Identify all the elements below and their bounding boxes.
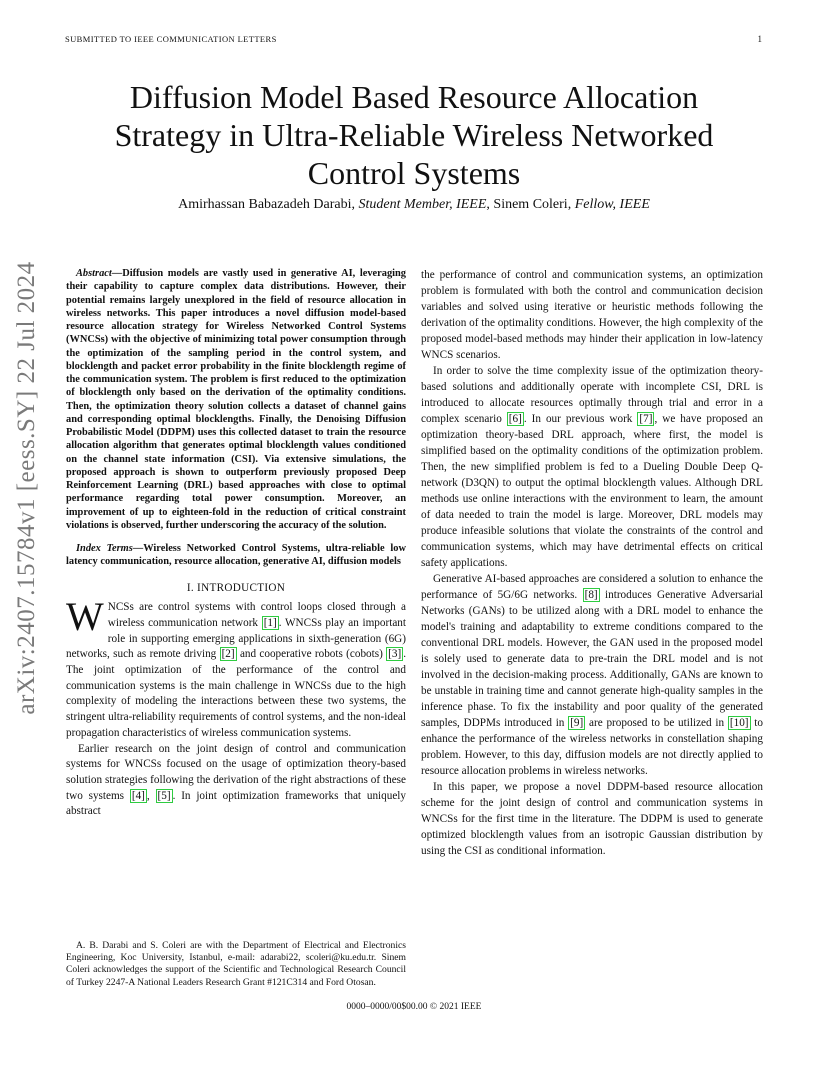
text-run: are proposed to be utilized in: [585, 717, 728, 729]
author-1: Amirhassan Babazadeh Darabi,: [178, 197, 359, 212]
text-run: . WNCSs play an important role in supporting emerging applications in sixth-generation (6G) networks, such as remote driving: [66, 616, 406, 661]
arxiv-stamp: [7, 261, 47, 715]
text-run: Earlier research on the joint design of control and communication systems for WNCSs focused on the usage of optimization theory-based solution strategies following the derivation of the right abstractions of these two systems: [66, 742, 406, 802]
text-run: introduces Generative Adversarial Networks (GANs) to be utilized along with a DRL model to enhance the model's training and adaptability to extreme conditions compared to the conventional DRL models. However, the GAN used in the proposed model is solely used to generate data to pre-train the DRL model and is not involved in the decision-making process. Additionally, GANs are known to be unstable in training time and cannot generate high-quality samples in the inference phase. To fix the instability and poor quality of the generated samples, DDPMs introduced in: [421, 589, 763, 729]
text-run: to enhance the performance of the wireless networks in constellation shaping problem. However, to this day, diffusion models are not directly applied to resource allocation problems in wireless networks.: [421, 717, 763, 777]
author-line: [80, 197, 748, 213]
copyright-line: 0000–0000/00$00.00 © 2021 IEEE: [346, 1002, 482, 1012]
right-paragraph-4: In this paper, we propose a novel DDPM-based resource allocation scheme for the joint design of control and communication systems in WNCSs for the first time in the literature. The DDPM is used to generate optimized blocklength values from an isotropic Gaussian distribution by using the CSI as conditional information.: [421, 781, 763, 857]
title-line: Diffusion Model Based Resource Allocation: [129, 79, 699, 115]
drop-cap: W: [66, 594, 104, 640]
citation-link[interactable]: [8]: [584, 589, 598, 601]
index-terms-label: Index Terms: [76, 543, 133, 554]
author-2: , Sinem Coleri,: [486, 197, 575, 212]
title-line: Control Systems: [307, 155, 521, 191]
citation-link[interactable]: [9]: [570, 717, 584, 729]
footnote: [66, 940, 406, 989]
author-1-role: Student Member, IEEE: [358, 197, 487, 212]
citation-link[interactable]: [1]: [263, 616, 277, 629]
right-paragraph-2: [421, 363, 763, 571]
right-paragraph-3: [421, 571, 763, 779]
intro-paragraph-1: [66, 594, 406, 741]
paper-title: [80, 78, 748, 192]
page-number: 1: [757, 34, 762, 44]
author-2-role: Fellow, IEEE: [574, 197, 650, 212]
section-title: NTRODUCTION: [201, 581, 286, 594]
left-column: [66, 267, 406, 820]
text-run: and cooperative robots (cobots): [236, 648, 387, 661]
title-line: Strategy in Ultra-Reliable Wireless Networked: [114, 117, 714, 153]
text-run: In order to solve the time complexity issue of the optimization theory-based solutions and additionally operate with incomplete CSI, DRL is introduced to allocate resources optimally through trial and error in a complex scenario: [421, 365, 763, 425]
text-run: . In joint optimization frameworks that uniquely abstract: [66, 789, 407, 818]
section-initial: I: [197, 581, 202, 594]
running-head: SUBMITTED TO IEEE COMMUNICATION LETTERS: [65, 34, 277, 44]
section-number: I.: [186, 581, 198, 594]
text-run: , we have proposed an optimization theory-based DRL approach, where first, the model is simplified based on the optimality conditions of the optimization problem. Then, the new simplified problem is fed to a Dueling Double Deep Q-network (D3QN) to output the optimal blocklength values. Although DRL methods use online interactions with the environment to learn, the amount of data needed to train the model is large. Moreover, DRL models may produce infeasible solutions that violate the constraints of the control and communication systems, which may have detrimental effects on critical safety applications.: [421, 413, 763, 569]
arxiv-id[interactable]: arXiv:2407.15784v1 [eess.SY] 22 Jul 2024: [13, 261, 40, 715]
text-run: . In our previous work: [523, 413, 638, 425]
text-run: Generative AI-based approaches are considered a solution to enhance the performance of 5G/6G networks.: [421, 573, 763, 601]
text-run: . The joint optimization of the performance of the control and communication systems is the main challenge in WNCSs due to the high complexity of modeling the interactions between these two systems, the stringent ultra-reliability requirements of control systems, and the non-ideal propagation characteristics of wireless communication systems.: [66, 648, 406, 739]
citation-link[interactable]: [6]: [508, 413, 522, 425]
citation-link[interactable]: [4]: [131, 789, 145, 802]
abstract-label: Abstract: [76, 268, 112, 279]
footnote-text: A. B. Darabi and S. Coleri are with the Department of Electrical and Electronics Engineering, Koc University, Istanbul, e-mail: adarabi22, scoleri@ku.edu.tr. Sinem Coleri acknowledges the support of the Scientific and Technological Research Council of Turkey 2247-A National Leaders Research Grant #121C314 and Ford Otosan.: [66, 940, 406, 988]
citation-link[interactable]: [3]: [388, 648, 402, 661]
citation-link[interactable]: [2]: [221, 648, 235, 661]
intro-paragraph-2: [66, 742, 406, 821]
citation-link[interactable]: [10]: [729, 717, 749, 729]
citation-link[interactable]: [5]: [157, 789, 171, 802]
index-terms-text: —Wireless Networked Control Systems, ultra-reliable low latency communication, resource allocation, generative AI, diffusion models: [66, 543, 406, 568]
index-terms: [66, 542, 406, 569]
citation-link[interactable]: [7]: [639, 413, 653, 425]
right-paragraph-1: the performance of control and communication systems, an optimization problem is formulated with both the control and communication decision variables and solved using iterative or heuristic methods following the derivation of the optimality conditions. However, the high complexity of the proposed model-based methods may hinder their application in low-latency WNCS scenarios.: [421, 269, 763, 361]
text-run: NCSs are control systems with control loops closed through a wireless communication network: [107, 601, 406, 629]
section-heading: [66, 581, 406, 597]
right-column: [421, 267, 763, 859]
text-run: ,: [146, 789, 156, 802]
abstract: [66, 267, 406, 532]
abstract-text: —Diffusion models are vastly used in generative AI, leveraging their capability to capture complex data distributions. However, their potential remains largely unexplored in the field of resource allocation in wireless networks. This paper introduces a novel diffusion model-based resource allocation strategy for Wireless Networked Control Systems (WNCSs) with the objective of minimizing total power consumption through the optimization of the sampling period in the control system, and blocklength and packet error probability in the finite blocklength regime of the communication system. The problem is first reduced to the optimization of blocklength only based on the derivation of the optimality conditions. Then, the optimization theory solution collects a dataset of channel gains and corresponding optimal blocklengths. Finally, the Denoising Diffusion Probabilistic Model (DDPM) uses this collected dataset to train the resource allocation algorithm that generates optimal blocklength values conditioned on the channel state information (CSI). Via extensive simulations, the proposed approach is shown to outperform previously proposed Deep Reinforcement Learning (DRL) based approaches with close to optimal performance regarding total power consumption. Moreover, an improvement of up to eighteen-fold in the reduction of critical constraint violations is observed, further underscoring the accuracy of the solution.: [66, 268, 406, 531]
